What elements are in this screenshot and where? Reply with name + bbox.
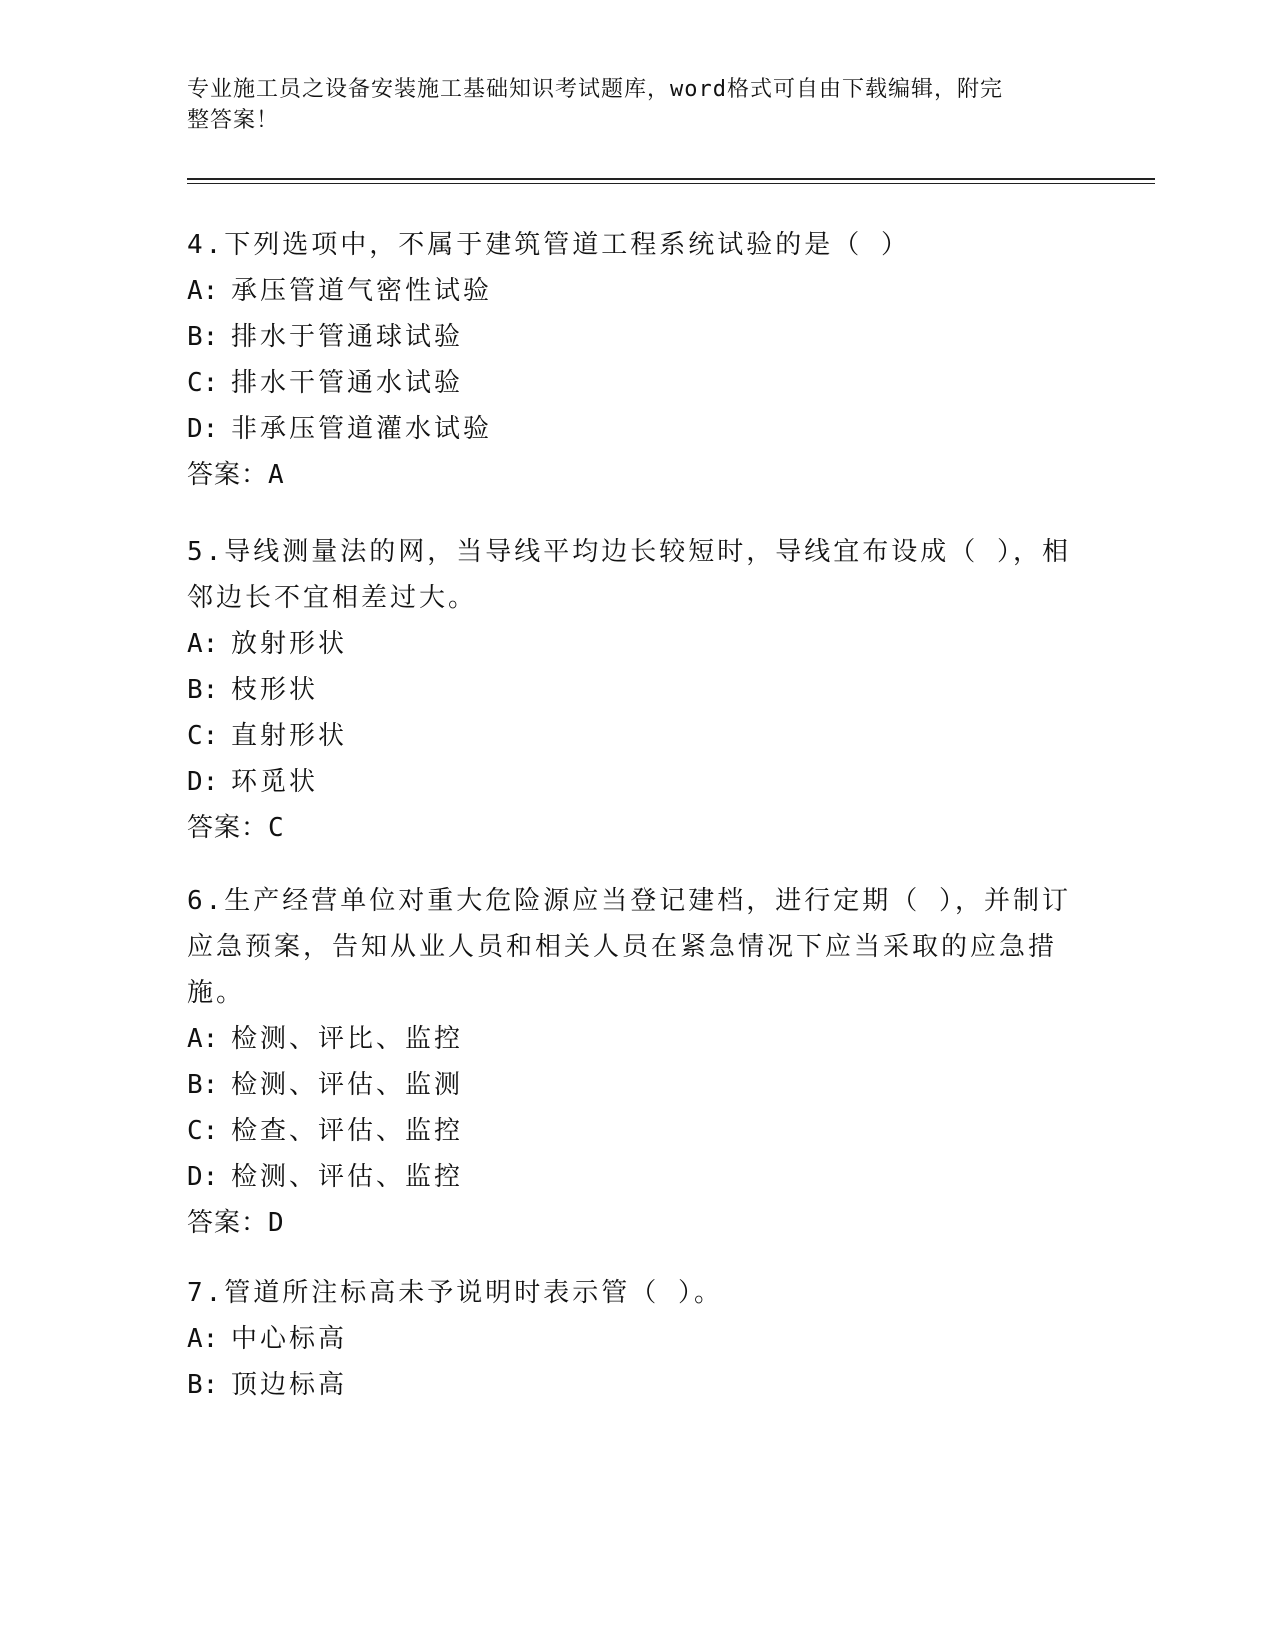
document-header (187, 74, 1067, 136)
option-key: C: (187, 1116, 219, 1146)
option-text: 顶边标高 (231, 1370, 348, 1400)
option-a (187, 268, 1087, 314)
option-b (187, 314, 1087, 360)
option-key: B: (187, 322, 219, 352)
option-key: B: (187, 675, 219, 705)
option-key: D: (187, 767, 219, 797)
option-c (187, 713, 1087, 759)
option-key: A: (187, 1024, 219, 1054)
option-key: A: (187, 276, 219, 306)
option-text: 承压管道气密性试验 (231, 276, 493, 306)
option-b (187, 667, 1087, 713)
option-key: C: (187, 368, 219, 398)
option-a (187, 1016, 1087, 1062)
option-key: A: (187, 1324, 219, 1354)
answer-label: 答案： (187, 1208, 269, 1238)
header-divider-thin (187, 183, 1155, 184)
option-text: 检查、评估、监控 (231, 1116, 464, 1146)
answer-label: 答案： (187, 813, 269, 843)
option-text: 排水于管通球试验 (231, 322, 464, 352)
answer-value: C (268, 813, 285, 843)
answer-line (187, 1200, 1087, 1246)
question-stem: 6.生产经营单位对重大危险源应当登记建档，进行定期（ ），并制订应急预案，告知从业人员和相关人员在紧急情况下应当采取的应急措施。 (187, 886, 1071, 1008)
answer-value: A (268, 460, 285, 490)
option-key: B: (187, 1370, 219, 1400)
option-key: D: (187, 1162, 219, 1192)
header-line-1: 专业施工员之设备安装施工基础知识考试题库，word格式可自由下载编辑，附完 (187, 77, 1003, 102)
option-text: 直射形状 (231, 721, 348, 751)
option-text: 非承压管道灌水试验 (231, 414, 493, 444)
question-5 (187, 529, 1087, 851)
option-c (187, 1108, 1087, 1154)
option-text: 中心标高 (231, 1324, 348, 1354)
answer-label: 答案： (187, 460, 269, 490)
question-stem: 4.下列选项中，不属于建筑管道工程系统试验的是（ ） (187, 230, 910, 260)
document-page (187, 0, 1155, 1650)
question-stem: 7.管道所注标高未予说明时表示管（ ）。 (187, 1278, 723, 1308)
option-key: C: (187, 721, 219, 751)
option-d (187, 759, 1087, 805)
option-key: A: (187, 629, 219, 659)
option-text: 检测、评比、监控 (231, 1024, 464, 1054)
option-c (187, 360, 1087, 406)
option-b (187, 1362, 1087, 1408)
option-key: B: (187, 1070, 219, 1100)
option-text: 枝形状 (231, 675, 319, 705)
option-text: 放射形状 (231, 629, 348, 659)
option-key: D: (187, 414, 219, 444)
option-d (187, 406, 1087, 452)
answer-line (187, 452, 1087, 498)
option-text: 排水干管通水试验 (231, 368, 464, 398)
answer-value: D (268, 1208, 285, 1238)
header-line-2: 整答案！ (187, 108, 280, 133)
question-7 (187, 1270, 1087, 1408)
answer-line (187, 805, 1087, 851)
option-d (187, 1154, 1087, 1200)
option-a (187, 621, 1087, 667)
option-b (187, 1062, 1087, 1108)
question-4 (187, 222, 1087, 498)
option-text: 检测、评估、监控 (231, 1162, 464, 1192)
question-stem: 5.导线测量法的网，当导线平均边长较短时，导线宜布设成（ ），相邻边长不宜相差过大。 (187, 537, 1071, 613)
option-text: 环觅状 (231, 767, 319, 797)
option-a (187, 1316, 1087, 1362)
option-text: 检测、评估、监测 (231, 1070, 464, 1100)
question-6 (187, 878, 1087, 1246)
header-divider-thick (187, 178, 1155, 180)
